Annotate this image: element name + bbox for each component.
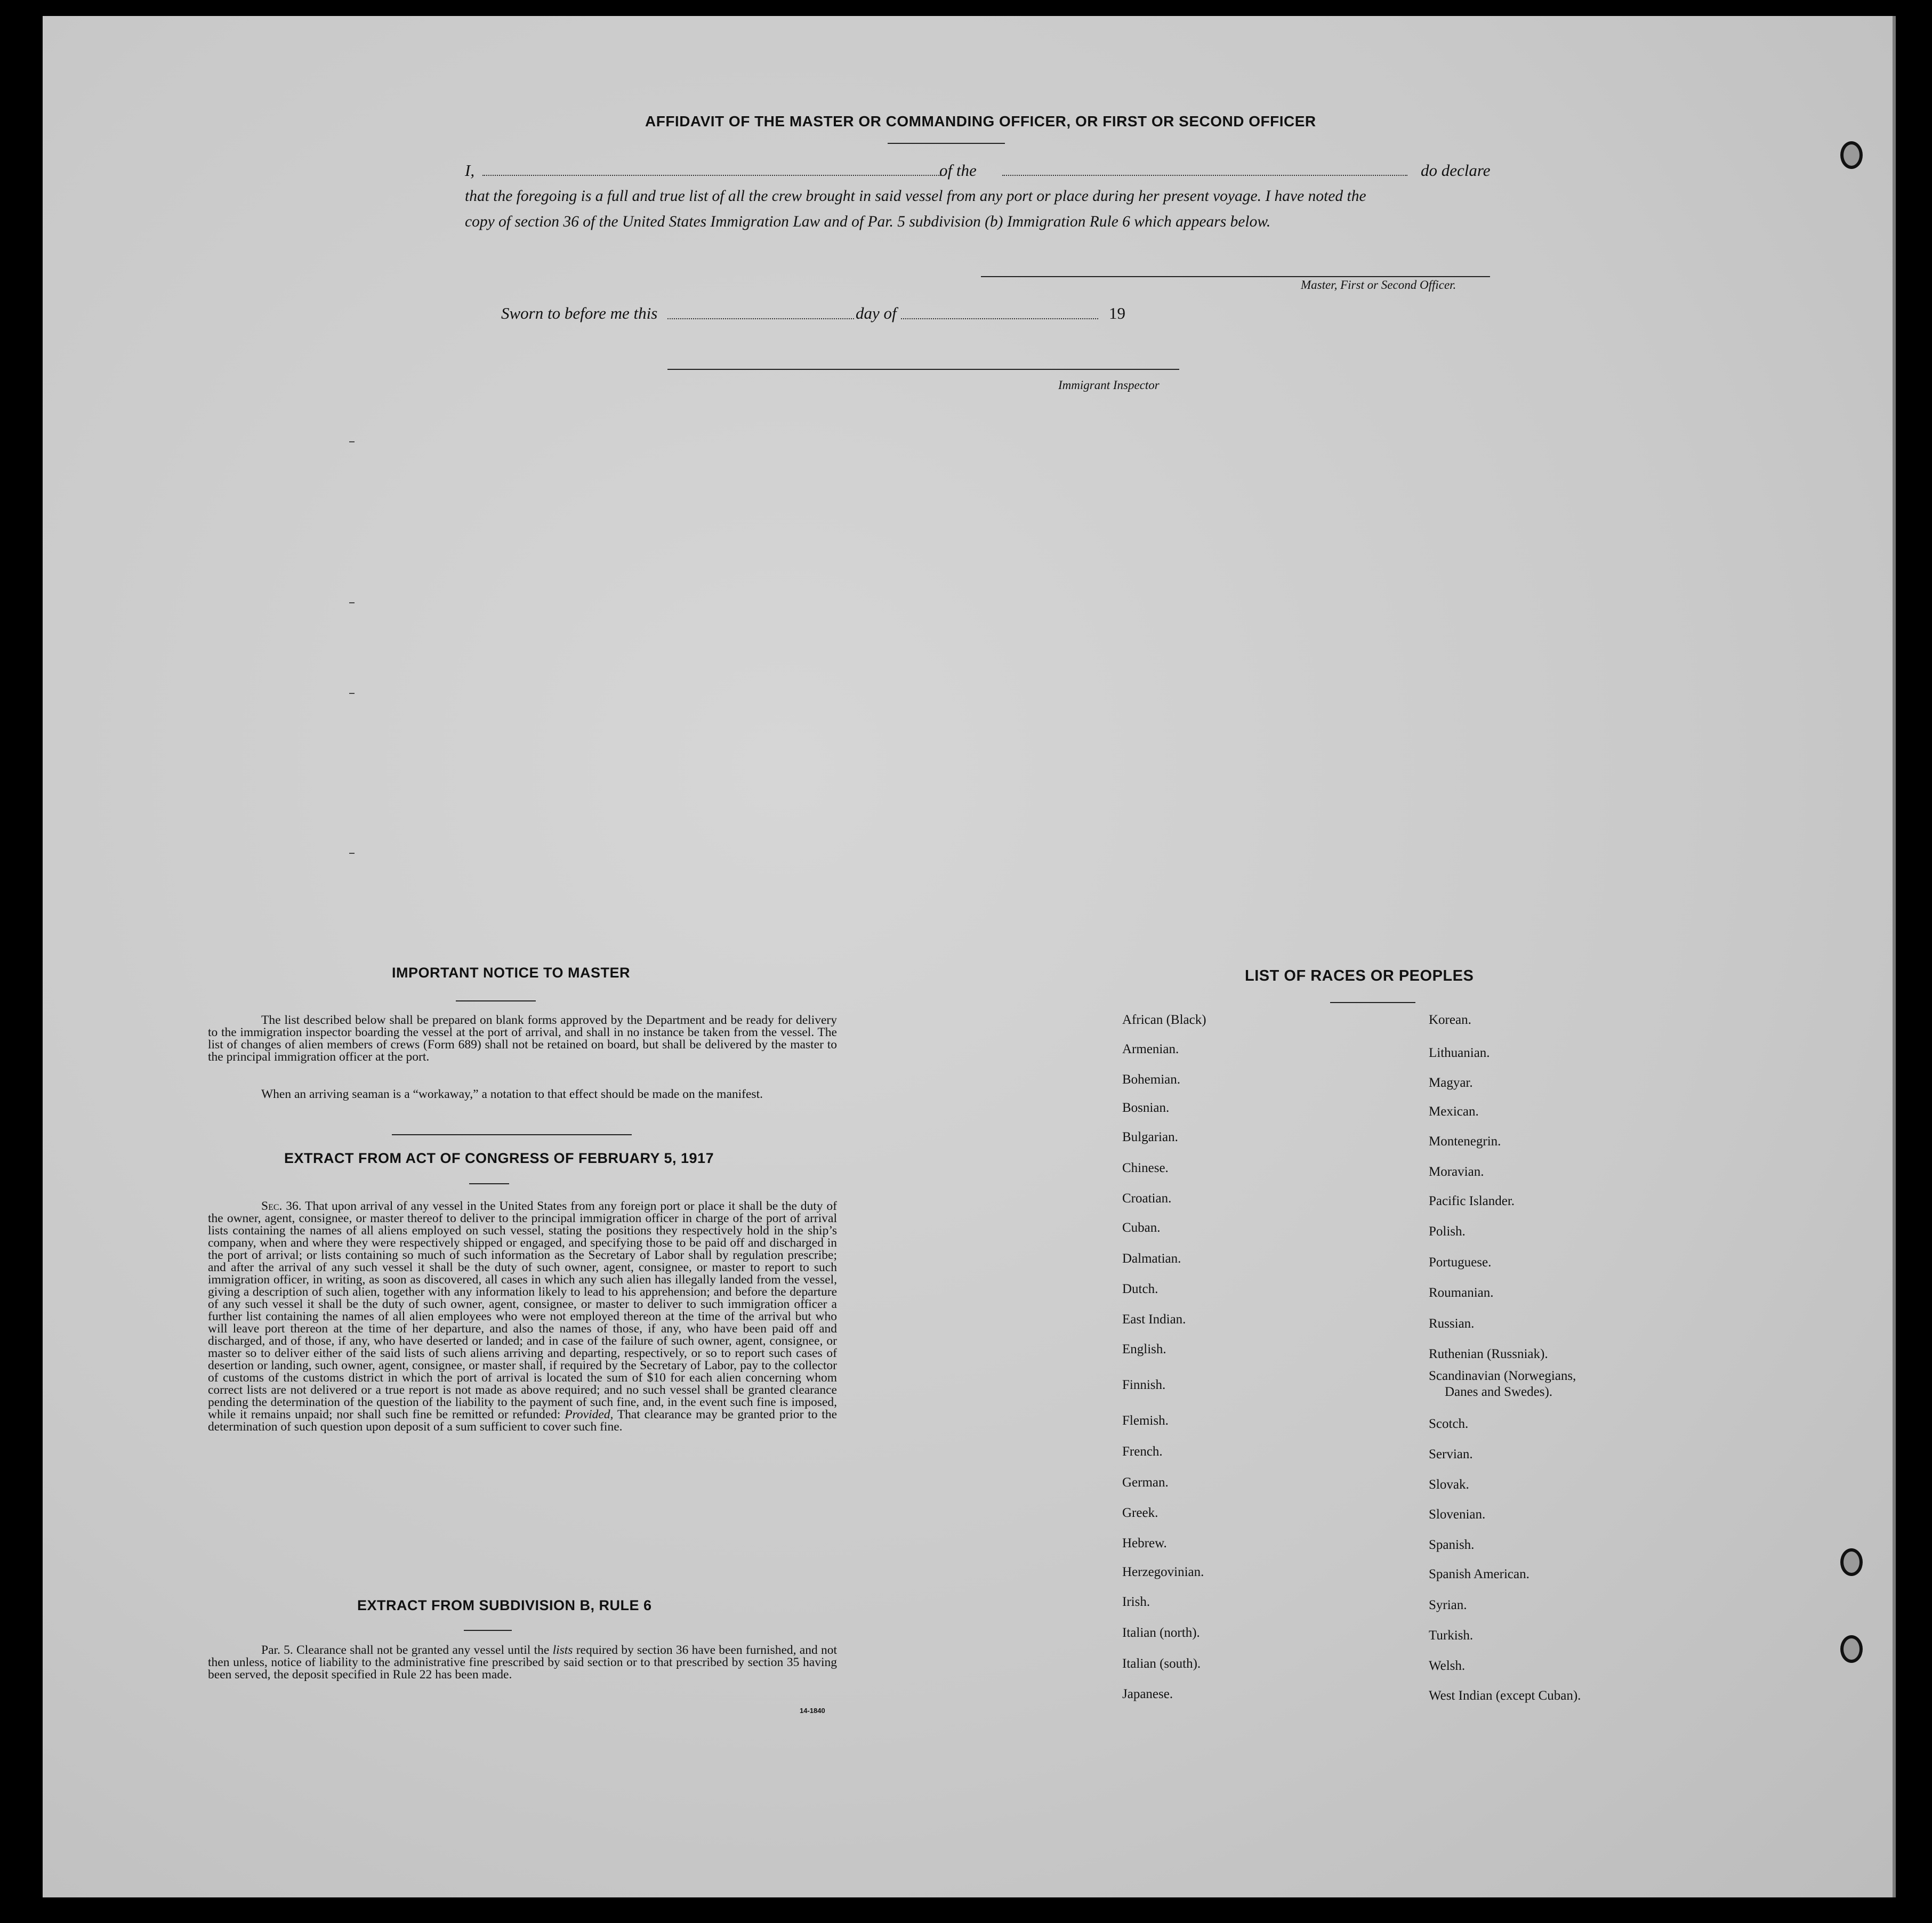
binder-hole: [1840, 141, 1863, 169]
race-item-left: Bosnian.: [1122, 1101, 1170, 1115]
race-item-right: Danes and Swedes).: [1445, 1385, 1553, 1399]
race-item-left: African (Black): [1122, 1013, 1206, 1027]
sworn-month-fill-line[interactable]: [901, 318, 1098, 319]
race-item-left: English.: [1122, 1342, 1166, 1356]
margin-tick: [349, 602, 355, 603]
master-caption: Master, First or Second Officer.: [1301, 278, 1456, 292]
rule-text: [208, 1644, 837, 1681]
affidavit-title-rule: [888, 143, 1005, 144]
margin-tick: [349, 853, 355, 854]
notice-paragraph-2: When an arriving seaman is a “workaway,” a notation to that effect should be made on the manifest.: [261, 1087, 763, 1101]
race-item-left: Greek.: [1122, 1506, 1158, 1520]
notice-title-rule: [456, 1000, 536, 1001]
race-item-right: Scandinavian (Norwegians,: [1429, 1369, 1576, 1383]
race-item-right: Slovenian.: [1429, 1507, 1486, 1522]
race-item-right: Spanish American.: [1429, 1567, 1529, 1581]
races-title-rule: [1330, 1002, 1415, 1003]
affidavit-i-label: I,: [465, 161, 475, 180]
day-of-label: day of: [856, 304, 897, 322]
race-item-left: Armenian.: [1122, 1042, 1179, 1056]
race-item-right: Roumanian.: [1429, 1286, 1494, 1300]
act-title-rule: [469, 1183, 509, 1184]
race-item-right: Syrian.: [1429, 1598, 1467, 1612]
form-number: 14-1840: [800, 1707, 825, 1715]
notice-paragraph-1: The list described below shall be prepared on blank forms approved by the Department and be ready for delivery to the immigration inspector boarding the vessel at the port of arrival, and shall in no instance be taken from the vessel. The list of changes of alien members of crews (Form 689) shall not be retained on board, but shall be delivered by the master to the principal immigration officer at the port.: [208, 1013, 837, 1064]
race-item-right: Scotch.: [1429, 1417, 1469, 1431]
race-item-left: Irish.: [1122, 1595, 1150, 1609]
act-text: [208, 1200, 837, 1433]
race-item-right: Lithuanian.: [1429, 1046, 1490, 1060]
race-item-right: West Indian (except Cuban).: [1429, 1688, 1581, 1703]
race-item-right: Portuguese.: [1429, 1255, 1492, 1270]
rule-title-rule: [464, 1630, 512, 1631]
race-item-left: Flemish.: [1122, 1413, 1169, 1428]
inspector-signature-line[interactable]: [667, 369, 1179, 370]
race-item-left: Dalmatian.: [1122, 1251, 1181, 1266]
race-item-right: Russian.: [1429, 1316, 1475, 1331]
margin-tick: [349, 693, 355, 694]
year-prefix: 19: [1109, 304, 1125, 322]
race-item-left: Chinese.: [1122, 1161, 1169, 1175]
race-item-left: Italian (south).: [1122, 1657, 1201, 1671]
race-item-right: Montenegrin.: [1429, 1134, 1501, 1149]
rule-title: EXTRACT FROM SUBDIVISION B, RULE 6: [357, 1597, 652, 1613]
master-signature-line[interactable]: [981, 276, 1490, 277]
act-title: EXTRACT FROM ACT OF CONGRESS OF FEBRUARY 5, 1917: [284, 1150, 714, 1166]
race-item-right: Spanish.: [1429, 1538, 1475, 1552]
affidavit-line2: that the foregoing is a full and true list of all the crew brought in said vessel from any port or place during her present voyage. I have noted the: [465, 188, 1366, 205]
race-item-right: Mexican.: [1429, 1104, 1479, 1119]
race-item-left: Italian (north).: [1122, 1626, 1200, 1640]
races-title: LIST OF RACES OR PEOPLES: [1245, 967, 1474, 984]
sec-label: Sec. 36.: [261, 1199, 302, 1213]
affidavit-declare-label: do declare: [1421, 161, 1491, 180]
race-item-right: Polish.: [1429, 1224, 1466, 1239]
inspector-caption: Immigrant Inspector: [1058, 378, 1160, 392]
race-item-left: Hebrew.: [1122, 1536, 1167, 1550]
binder-hole: [1840, 1635, 1863, 1663]
affidavit-line3: copy of section 36 of the United States Immigration Law and of Par. 5 subdivision (b) Immigration Rule 6 which appears below.: [465, 213, 1271, 230]
race-item-right: Ruthenian (Russniak).: [1429, 1347, 1548, 1361]
race-item-left: Japanese.: [1122, 1687, 1173, 1701]
act-text-end: That clearance may be granted prior to the determination of such question upon deposit of a sum sufficient to cover such fine.: [208, 1408, 837, 1434]
rule-text-end: required by section 36 have been furnished, and not then unless, notice of liability to the administrative fine prescribed by said section or to that prescribed by section 35 having been served, the deposit specified in Rule 22 has been made.: [208, 1643, 838, 1682]
race-item-left: German.: [1122, 1475, 1169, 1490]
notice-divider: [392, 1134, 632, 1135]
margin-tick: [349, 441, 355, 442]
race-item-right: Moravian.: [1429, 1165, 1484, 1179]
name-fill-line[interactable]: [482, 175, 941, 176]
race-item-left: Croatian.: [1122, 1191, 1172, 1206]
act-text-body: That upon arrival of any vessel in the United States from any foreign port or place it shall be the duty of the owner, agent, consignee, or master thereof to deliver to the principal immigration officer in charge of the port of arrival lists containing the names of all aliens employed on such vessel, stating the positions they respectively hold in the ship’s company, when and where they were respectively shipped or engaged, and specifying those to be paid off and discharged in the port of arrival; or lists containing so much of such information as the Secretary of Labor shall by regulation prescribe; and after the arrival of any such vessel it shall be the duty of such owner, agent, consignee, or master to report to such immigration officer, in writing, as soon as discovered, all cases in which any such alien has illegally landed from the vessel, giving a description of such alien, together with any information likely to lead to his apprehension; and before the departure of any such vessel it shall be the duty of such owner, agent, consignee, or master to deliver to such immigration officer a further list containing the names of all alien employees who were not employed thereon at the time of the arrival but who will leave port thereon at the time of her departure, and also the names of those, if any, who have been paid off and discharged, and of those, if any, who have deserted or landed; and in case of the failure of such owner, agent, consignee, or master so to deliver either of the said lists of such aliens arriving and departing, respectively, or so to report such cases of desertion or landing, such owner, agent, consignee, or master shall, if required by the Secretary of Labor, pay to the collector of customs of the customs district in which the port of arrival is located the sum of $10 for each alien concerning whom correct lists are not delivered or a true report is not made as above required; and no such vessel shall be granted clearance pending the determination of the question of the liability to the payment of such fine, and, in the event such fine is imposed, while it remains unpaid; nor shall such fine be remitted or refunded:: [208, 1199, 838, 1421]
race-item-right: Magyar.: [1429, 1076, 1473, 1090]
document-page: [43, 16, 1896, 1897]
race-item-right: Servian.: [1429, 1447, 1473, 1461]
race-item-right: Welsh.: [1429, 1659, 1466, 1673]
race-item-left: Herzegovinian.: [1122, 1565, 1204, 1579]
act-provided: Provided,: [565, 1408, 614, 1421]
race-item-left: East Indian.: [1122, 1312, 1186, 1327]
race-item-left: Bulgarian.: [1122, 1130, 1178, 1144]
vessel-fill-line[interactable]: [1002, 175, 1407, 176]
sworn-label: Sworn to before me this: [501, 304, 658, 322]
rule-lists-word: lists: [552, 1643, 573, 1657]
race-item-left: Cuban.: [1122, 1221, 1161, 1235]
affidavit-of-the-label: of the: [939, 161, 977, 180]
race-item-left: French.: [1122, 1444, 1163, 1459]
notice-title: IMPORTANT NOTICE TO MASTER: [392, 965, 630, 981]
race-item-left: Bohemian.: [1122, 1072, 1181, 1087]
sworn-day-fill-line[interactable]: [667, 318, 854, 319]
race-item-left: Dutch.: [1122, 1282, 1158, 1296]
rule-text-start: Par. 5. Clearance shall not be granted any vessel until the: [261, 1643, 550, 1657]
race-item-right: Slovak.: [1429, 1477, 1469, 1492]
race-item-right: Korean.: [1429, 1013, 1471, 1027]
affidavit-title: AFFIDAVIT OF THE MASTER OR COMMANDING OFFICER, OR FIRST OR SECOND OFFICER: [645, 113, 1316, 130]
race-item-right: Pacific Islander.: [1429, 1194, 1515, 1208]
race-item-right: Turkish.: [1429, 1628, 1474, 1643]
binder-hole: [1840, 1548, 1863, 1576]
race-item-left: Finnish.: [1122, 1378, 1166, 1392]
